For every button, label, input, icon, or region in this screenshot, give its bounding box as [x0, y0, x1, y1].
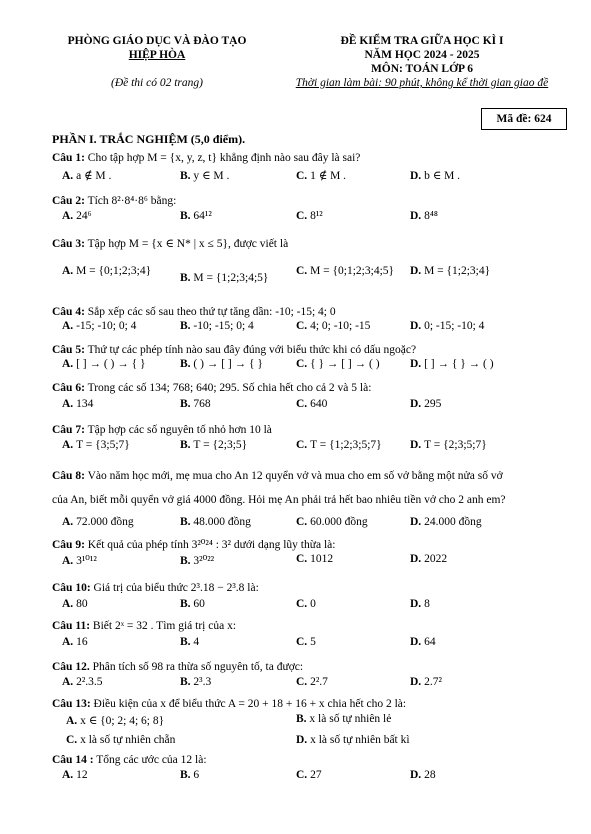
option-letter: A. — [62, 598, 77, 610]
option-letter: C. — [296, 769, 311, 781]
option-d — [410, 676, 442, 688]
question-7 — [52, 423, 272, 437]
option-letter: A. — [62, 769, 77, 781]
option-text: [ ] → ( ) → { } — [76, 358, 146, 370]
header-left — [52, 34, 262, 90]
option-d — [410, 358, 494, 370]
option-letter: D. — [410, 553, 425, 565]
option-letter: D. — [410, 265, 425, 277]
option-c — [296, 516, 368, 528]
option-d — [410, 320, 484, 332]
option-d — [410, 553, 447, 565]
option-letter: B. — [180, 676, 194, 688]
option-d — [410, 265, 490, 277]
question-label: Câu 4: — [52, 306, 85, 318]
option-letter: D. — [296, 734, 311, 746]
option-letter: B. — [180, 598, 194, 610]
option-text: 60 — [193, 598, 205, 610]
option-letter: D. — [410, 398, 425, 410]
option-text: 64 — [424, 636, 436, 648]
option-text: 5 — [310, 636, 316, 648]
option-d — [410, 598, 430, 610]
question-text: Tập hợp M = {x ∈ N* | x ≤ 5}, được viết là — [84, 238, 289, 250]
option-c — [296, 598, 316, 610]
option-b — [180, 676, 211, 688]
option-c — [296, 265, 394, 277]
option-letter: A. — [62, 358, 77, 370]
question-text: Vào năm học mới, mẹ mua cho An 12 quyển vở và mua cho em số vở bằng một nửa số vở — [84, 470, 503, 482]
option-text: 8¹² — [310, 210, 323, 222]
option-a — [62, 598, 88, 610]
option-text: 1 ∉ M . — [310, 170, 347, 182]
option-text: 8⁴⁸ — [424, 210, 438, 222]
option-letter: C. — [296, 439, 311, 451]
option-letter: A. — [62, 555, 77, 567]
question-text: Giá trị của biểu thức 2³.18 − 2³.8 là: — [90, 582, 259, 594]
option-letter: D. — [410, 598, 425, 610]
option-text: a ∉ M . — [76, 170, 112, 182]
option-text: x là số tự nhiên lẻ — [309, 713, 392, 725]
option-c — [296, 769, 322, 781]
option-letter: B. — [180, 320, 194, 332]
option-text: 4 — [193, 636, 200, 648]
question-label: Câu 14 : — [52, 754, 94, 766]
question-label: Câu 7: — [52, 424, 85, 436]
option-letter: B. — [296, 713, 310, 725]
option-text: 64¹² — [193, 210, 212, 222]
option-a — [62, 636, 88, 648]
question-text: Trong các số 134; 768; 640; 295. Số chia hết cho cả 2 và 5 là: — [84, 382, 372, 394]
option-text: 2³.3 — [193, 676, 212, 688]
option-letter: C. — [296, 358, 311, 370]
option-text: 24.000 đồng — [424, 516, 482, 528]
option-d — [410, 516, 482, 528]
option-c — [66, 734, 175, 746]
option-text: 0 — [310, 598, 316, 610]
option-c — [296, 168, 346, 182]
option-text: ( ) → [ ] → { } — [193, 358, 263, 370]
question-text: Thứ tự các phép tính nào sau đây đúng với biểu thức khi có dấu ngoặc? — [84, 344, 417, 356]
question-text: Sắp xếp các số sau theo thứ tự tăng dần: -10; -15; 4; 0 — [84, 306, 336, 318]
time-note: Thời gian làm bài: 90 phút, không kể thời gian giao đề — [295, 77, 549, 89]
question-label: Câu 2: — [52, 195, 85, 207]
district-name: HIỆP HÒA — [128, 49, 186, 61]
option-letter: B. — [180, 439, 194, 451]
option-d — [410, 398, 441, 410]
option-text: 640 — [310, 398, 328, 410]
option-letter: B. — [180, 210, 194, 222]
question-5 — [52, 343, 416, 357]
option-b — [180, 398, 211, 410]
option-text: 2.7² — [424, 676, 442, 688]
option-text: 27 — [310, 769, 322, 781]
section-title: PHẦN I. TRẮC NGHIỆM (5,0 điểm). — [52, 132, 246, 146]
option-d — [410, 769, 436, 781]
option-text: 72.000 đồng — [76, 516, 134, 528]
option-letter: A. — [62, 320, 77, 332]
option-c — [296, 676, 328, 688]
option-d — [410, 168, 460, 182]
option-letter: C. — [296, 553, 311, 565]
option-d — [410, 439, 487, 451]
option-letter: A. — [62, 398, 77, 410]
question-text: Kết quả của phép tính 3²⁰²⁴ : 3² dưới dạng lũy thừa là: — [84, 539, 336, 551]
exam-code-box: Mã đề: 624 — [481, 108, 567, 130]
option-text: 768 — [193, 398, 211, 410]
question-label: Câu 11: — [52, 620, 91, 632]
question-1 — [52, 151, 360, 165]
option-d — [410, 636, 436, 648]
question-6 — [52, 381, 371, 395]
question-label: Câu 9: — [52, 539, 85, 551]
option-a — [62, 439, 130, 451]
question-12 — [52, 660, 303, 674]
option-text: b ∈ M . — [424, 170, 461, 182]
question-3 — [52, 237, 288, 251]
option-letter: D. — [410, 320, 425, 332]
option-letter: A. — [62, 210, 77, 222]
option-letter: D. — [410, 636, 425, 648]
option-a — [62, 398, 93, 410]
subject: MÔN: TOÁN LỚP 6 — [370, 63, 474, 75]
option-letter: B. — [180, 636, 194, 648]
option-a — [62, 553, 97, 567]
option-b — [180, 358, 263, 370]
question-14 — [52, 753, 207, 767]
option-text: 12 — [76, 769, 88, 781]
option-letter: A. — [62, 676, 77, 688]
question-2 — [52, 194, 176, 208]
option-letter: C. — [66, 734, 81, 746]
option-a — [62, 769, 88, 781]
option-text: 134 — [76, 398, 94, 410]
question-label: Câu 6: — [52, 382, 85, 394]
option-letter: D. — [410, 210, 425, 222]
option-text: [ ] → { } → ( ) — [424, 358, 494, 370]
exam-title: ĐỀ KIỂM TRA GIỮA HỌC KÌ I — [340, 35, 504, 47]
option-c — [296, 210, 323, 222]
question-text: Cho tập hợp M = {x, y, z, t} khẳng định nào sau đây là sai? — [84, 152, 361, 164]
option-letter: D. — [410, 676, 425, 688]
option-b — [180, 272, 268, 284]
option-c — [296, 636, 316, 648]
option-text: 8 — [424, 598, 430, 610]
option-letter: D. — [410, 439, 425, 451]
question-label: Câu 5: — [52, 344, 85, 356]
option-text: M = {0;1;2;3;4;5} — [310, 265, 395, 277]
option-letter: B. — [180, 398, 194, 410]
option-letter: A. — [62, 170, 77, 182]
department-name: PHÒNG GIÁO DỤC VÀ ĐÀO TẠO — [67, 35, 247, 47]
option-letter: B. — [180, 516, 194, 528]
option-letter: A. — [62, 516, 77, 528]
question-text: Tích 8²·8⁴·8⁶ bằng: — [84, 195, 177, 207]
option-text: 16 — [76, 636, 88, 648]
page-count-note: (Đề thi có 02 trang) — [111, 77, 203, 89]
option-a — [62, 168, 111, 182]
option-text: 60.000 đồng — [310, 516, 368, 528]
option-text: 2².7 — [310, 676, 328, 688]
option-b — [180, 320, 254, 332]
option-c — [296, 398, 327, 410]
option-letter: C. — [296, 210, 311, 222]
question-label: Câu 8: — [52, 470, 85, 482]
option-letter: A. — [66, 715, 81, 727]
option-letter: B. — [180, 170, 194, 182]
option-text: T = {1;2;3;5;7} — [310, 439, 382, 451]
option-text: x là số tự nhiên bất kì — [310, 734, 410, 746]
option-a — [62, 210, 92, 222]
option-letter: D. — [410, 769, 425, 781]
option-letter: C. — [296, 170, 311, 182]
option-text: T = {3;5;7} — [76, 439, 130, 451]
option-letter: C. — [296, 516, 311, 528]
option-a — [62, 358, 146, 370]
option-text: y ∈ M . — [193, 170, 230, 182]
option-c — [296, 358, 380, 370]
question-text: Tổng các ước của 12 là: — [93, 754, 207, 766]
option-text: x là số tự nhiên chẵn — [80, 734, 176, 746]
option-d — [410, 210, 438, 222]
option-letter: D. — [410, 358, 425, 370]
question-10 — [52, 581, 259, 595]
option-b — [180, 636, 199, 648]
question-text: Điều kiện của x để biểu thức A = 20 + 18 + 16 + x chia hết cho 2 là: — [90, 698, 407, 710]
option-letter: B. — [180, 272, 194, 284]
option-letter: B. — [180, 358, 194, 370]
option-text: -15; -10; 0; 4 — [76, 320, 137, 332]
option-a — [62, 265, 151, 277]
header-right — [272, 34, 572, 90]
question-label: Câu 13: — [52, 698, 91, 710]
option-b — [180, 439, 247, 451]
option-text: 3²⁰²² — [193, 555, 215, 567]
option-text: 0; -15; -10; 4 — [424, 320, 485, 332]
option-text: x ∈ {0; 2; 4; 6; 8} — [80, 715, 165, 727]
option-letter: A. — [62, 636, 77, 648]
option-letter: C. — [296, 676, 311, 688]
question-label: Câu 3: — [52, 238, 85, 250]
option-text: M = {1;2;3;4;5} — [193, 272, 269, 284]
option-b — [180, 769, 199, 781]
option-a — [66, 713, 164, 727]
option-text: T = {2;3;5} — [193, 439, 248, 451]
option-text: 2².3.5 — [76, 676, 103, 688]
option-b — [180, 168, 229, 182]
option-text: 80 — [76, 598, 88, 610]
question-text-continued: của An, biết mỗi quyển vở giá 4000 đồng. Hỏi mẹ An phải trả hết bao nhiêu tiền vở cho 2 anh em? — [52, 494, 506, 506]
question-label: Câu 12. — [52, 661, 90, 673]
option-c — [296, 439, 382, 451]
option-c — [296, 320, 370, 332]
option-letter: A. — [62, 265, 77, 277]
option-letter: C. — [296, 320, 311, 332]
option-d — [296, 734, 410, 746]
option-text: 1012 — [310, 553, 334, 565]
option-b — [180, 553, 214, 567]
option-letter: D. — [410, 516, 425, 528]
option-text: -10; -15; 0; 4 — [193, 320, 254, 332]
question-label: Câu 1: — [52, 152, 85, 164]
question-11 — [52, 619, 236, 633]
option-b — [180, 598, 205, 610]
question-9 — [52, 538, 335, 552]
option-letter: A. — [62, 439, 77, 451]
option-a — [62, 516, 134, 528]
option-text: 2022 — [424, 553, 448, 565]
option-b — [180, 516, 251, 528]
question-4 — [52, 305, 336, 319]
question-text: Tập hợp các số nguyên tố nhỏ hơn 10 là — [84, 424, 272, 436]
question-label: Câu 10: — [52, 582, 91, 594]
question-text: Biết 2ˣ = 32 . Tìm giá trị của x: — [90, 620, 237, 632]
option-letter: B. — [180, 769, 194, 781]
school-year: NĂM HỌC 2024 - 2025 — [364, 49, 480, 61]
option-text: 28 — [424, 769, 436, 781]
option-letter: B. — [180, 555, 194, 567]
option-letter: C. — [296, 265, 311, 277]
option-text: 6 — [193, 769, 200, 781]
option-letter: C. — [296, 598, 311, 610]
option-text: M = {0;1;2;3;4} — [76, 265, 152, 277]
option-text: 24⁶ — [76, 210, 92, 222]
option-letter: D. — [410, 170, 425, 182]
option-text: 3¹⁰¹² — [76, 555, 97, 567]
option-b — [296, 713, 391, 725]
option-text: M = {1;2;3;4} — [424, 265, 491, 277]
option-text: 295 — [424, 398, 442, 410]
option-letter: C. — [296, 636, 311, 648]
option-letter: C. — [296, 398, 311, 410]
option-b — [180, 210, 212, 222]
option-text: 48.000 đồng — [193, 516, 251, 528]
option-text: 4; 0; -10; -15 — [310, 320, 371, 332]
option-text: T = {2;3;5;7} — [424, 439, 487, 451]
question-8 — [52, 469, 503, 483]
option-text: { } → [ ] → ( ) — [310, 358, 380, 370]
question-text: Phân tích số 98 ra thừa số nguyên tố, ta được: — [89, 661, 304, 673]
option-c — [296, 553, 333, 565]
question-13 — [52, 697, 406, 711]
option-a — [62, 676, 103, 688]
option-a — [62, 320, 136, 332]
